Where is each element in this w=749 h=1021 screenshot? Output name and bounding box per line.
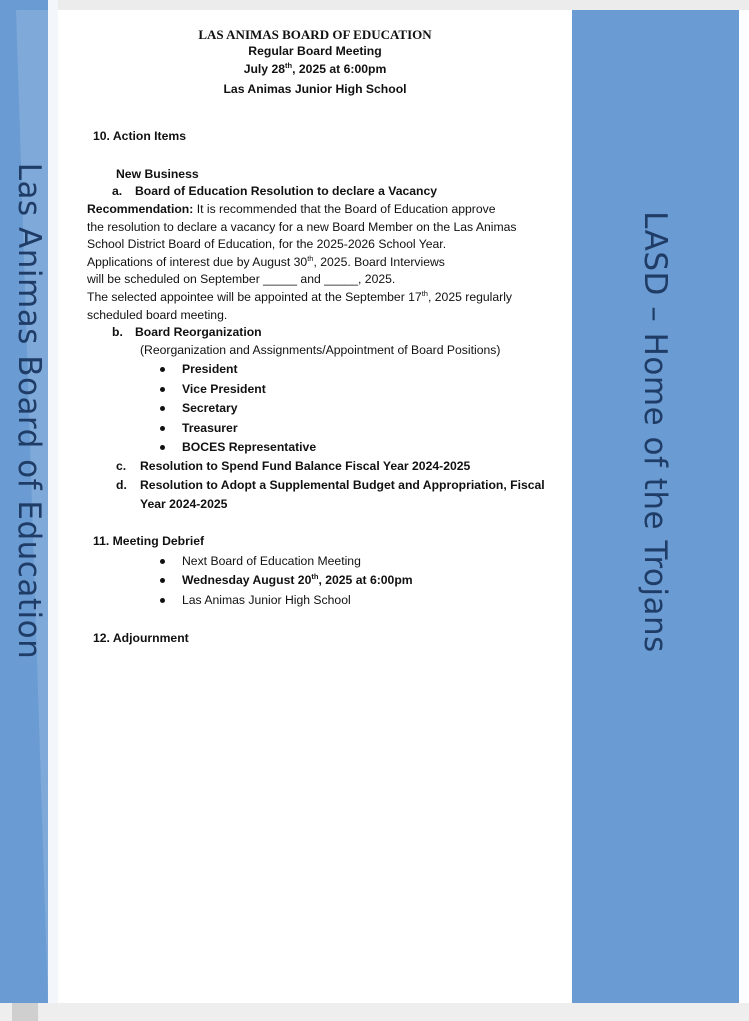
meeting-date <box>58 61 572 78</box>
adjournment-heading: 12. Adjournment <box>93 631 189 645</box>
recommendation-line <box>87 201 496 218</box>
bottom-shade <box>0 1003 749 1021</box>
deadline-rest: , 2025. Board Interviews <box>313 255 445 269</box>
meeting-debrief-heading: 11. Meeting Debrief <box>93 534 205 548</box>
item-d-label: d. <box>116 478 127 492</box>
new-business-heading: New Business <box>116 167 199 181</box>
recommendation-label: Recommendation: <box>87 202 194 216</box>
action-items-heading: 10. Action Items <box>93 129 187 143</box>
debrief-next-date <box>182 572 413 589</box>
position-boces-representative: BOCES Representative <box>182 440 317 454</box>
next-date-suffix: th <box>311 572 319 581</box>
appointment-suffix: th <box>421 289 428 298</box>
bullet-dot <box>160 559 165 564</box>
item-a-line3: School District Board of Education, for the 2025-2026 School Year. <box>87 237 447 251</box>
deadline-text: Applications of interest due by August 30 <box>87 255 308 269</box>
item-a-title: Board of Education Resolution to declare a Vacancy <box>135 184 438 198</box>
next-date-time: , 2025 at 6:00pm <box>318 573 413 587</box>
agenda-document <box>58 10 572 1005</box>
bullet-dot <box>160 406 165 411</box>
item-b-label: b. <box>112 325 123 339</box>
bullet-dot <box>160 387 165 392</box>
meeting-date-suffix: th <box>285 61 293 70</box>
item-c-title: Resolution to Spend Fund Balance Fiscal Year 2024-2025 <box>140 459 471 473</box>
debrief-location: Las Animas Junior High School <box>182 593 351 607</box>
item-b-title: Board Reorganization <box>135 325 262 339</box>
position-secretary: Secretary <box>182 401 238 415</box>
right-banner <box>572 10 739 1005</box>
appointment-text: The selected appointee will be appointed at the September 17 <box>87 290 422 304</box>
next-date-main: Wednesday August 20 <box>182 573 312 587</box>
position-president: President <box>182 362 238 376</box>
item-a-label: a. <box>112 184 123 198</box>
left-banner-stripe <box>48 0 58 1003</box>
position-vice-president: Vice President <box>182 382 266 396</box>
right-banner-text: LASD – Home of the Trojans <box>637 211 673 653</box>
meeting-date-main: July 28 <box>243 62 286 76</box>
position-treasurer: Treasurer <box>182 421 238 435</box>
appointment-rest: , 2025 regularly <box>427 290 512 304</box>
bottom-tab <box>12 1003 38 1021</box>
item-c-label: c. <box>116 459 127 473</box>
bullet-dot <box>160 598 165 603</box>
item-a-line4 <box>87 254 445 271</box>
item-d-title-line1: Resolution to Adopt a Supplemental Budget and Appropriation, Fiscal <box>140 478 545 492</box>
item-d-title-line2: Year 2024-2025 <box>140 497 228 511</box>
recommendation-text: It is recommended that the Board of Education approve <box>193 202 496 216</box>
item-a-line7: scheduled board meeting. <box>87 308 228 322</box>
left-banner-text: Las Animas Board of Education <box>11 162 47 660</box>
bullet-dot <box>160 426 165 431</box>
item-a-line2: the resolution to declare a vacancy for a new Board Member on the Las Animas <box>87 220 517 234</box>
debrief-next-meeting: Next Board of Education Meeting <box>182 554 361 568</box>
item-a-line5: will be scheduled on September _____ and _____, 2025. <box>87 272 396 286</box>
meeting-type: Regular Board Meeting <box>248 44 382 58</box>
meeting-location: Las Animas Junior High School <box>223 82 407 96</box>
top-shade <box>0 0 749 10</box>
meeting-date-time: , 2025 at 6:00pm <box>292 62 387 76</box>
item-a-line6 <box>87 289 512 306</box>
bullet-dot <box>160 578 165 583</box>
bullet-dot <box>160 445 165 450</box>
board-title: LAS ANIMAS BOARD OF EDUCATION <box>198 27 432 42</box>
item-b-subtitle: (Reorganization and Assignments/Appointment of Board Positions) <box>140 343 501 357</box>
deadline-suffix: th <box>307 254 314 263</box>
bullet-dot <box>160 367 165 372</box>
left-banner <box>0 0 58 1003</box>
